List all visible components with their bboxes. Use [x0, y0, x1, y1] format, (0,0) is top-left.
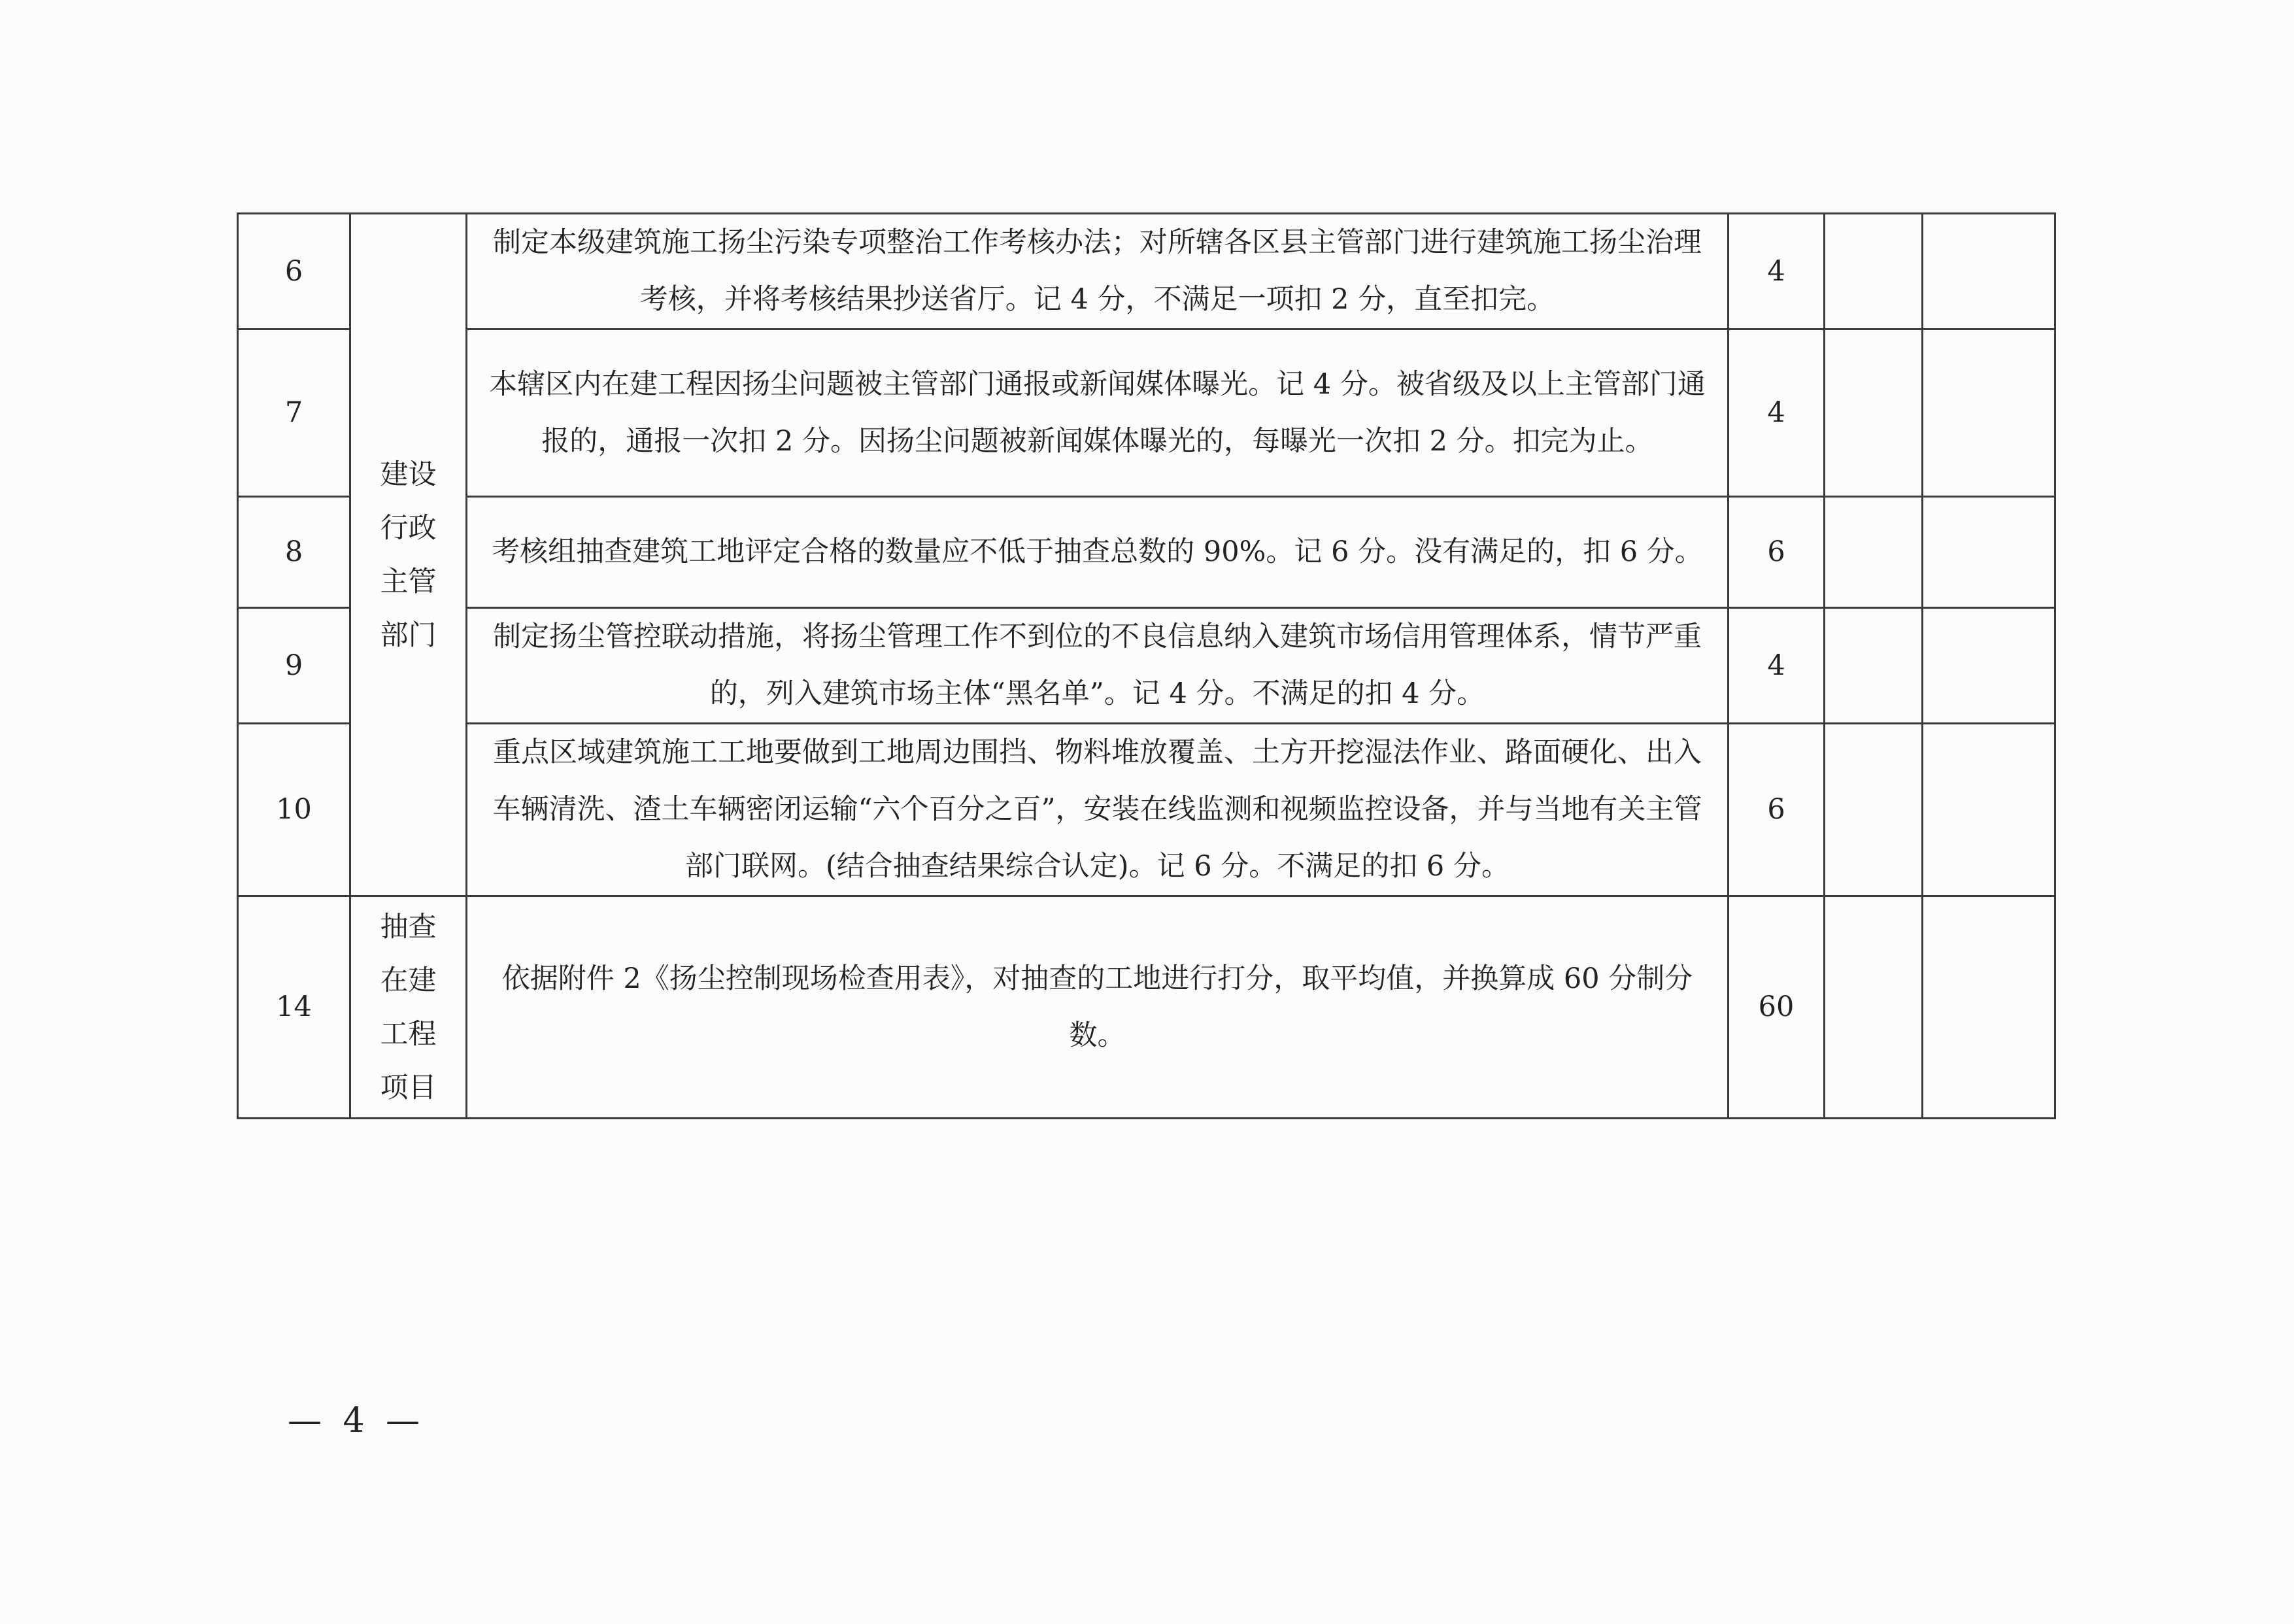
assessment-table — [237, 212, 2056, 1119]
blank-cell — [1825, 896, 1923, 1119]
category-line: 在建 — [380, 964, 437, 997]
blank-cell — [1923, 724, 2055, 896]
category-cell — [350, 896, 467, 1119]
row-number-cell: 8 — [238, 497, 350, 608]
row-number-cell: 10 — [238, 724, 350, 896]
row-number-cell: 14 — [238, 896, 350, 1119]
blank-cell — [1825, 214, 1923, 330]
content-cell: 制定扬尘管控联动措施，将扬尘管理工作不到位的不良信息纳入建筑市场信用管理体系，情节严重的，列入建筑市场主体“黑名单”。记 4 分。不满足的扣 4 分。 — [467, 608, 1729, 724]
score-cell: 4 — [1729, 214, 1825, 330]
content-cell: 考核组抽查建筑工地评定合格的数量应不低于抽查总数的 90%。记 6 分。没有满足的，扣 6 分。 — [467, 497, 1729, 608]
table-row — [238, 497, 2055, 608]
score-cell: 4 — [1729, 330, 1825, 497]
row-number-cell: 9 — [238, 608, 350, 724]
row-number-cell: 7 — [238, 330, 350, 497]
content-cell: 制定本级建筑施工扬尘污染专项整治工作考核办法；对所辖各区县主管部门进行建筑施工扬尘治理考核，并将考核结果抄送省厅。记 4 分，不满足一项扣 2 分，直至扣完。 — [467, 214, 1729, 330]
blank-cell — [1923, 497, 2055, 608]
blank-cell — [1923, 330, 2055, 497]
blank-cell — [1825, 608, 1923, 724]
table-row — [238, 608, 2055, 724]
content-cell: 重点区域建筑施工工地要做到工地周边围挡、物料堆放覆盖、土方开挖湿法作业、路面硬化、出入车辆清洗、渣土车辆密闭运输“六个百分之百”，安装在线监测和视频监控设备，并与当地有关主管部门联网。(结合抽查结果综合认定)。记 6 分。不满足的扣 6 分。 — [467, 724, 1729, 896]
table-row — [238, 896, 2055, 1119]
category-line: 部门 — [380, 618, 437, 652]
blank-cell — [1825, 497, 1923, 608]
page-number: — 4 — — [288, 1401, 426, 1440]
table-row — [238, 330, 2055, 497]
category-line: 行政 — [380, 511, 437, 545]
table-row — [238, 724, 2055, 896]
row-number-cell: 6 — [238, 214, 350, 330]
blank-cell — [1923, 608, 2055, 724]
content-cell: 依据附件 2《扬尘控制现场检查用表》，对抽查的工地进行打分，取平均值，并换算成 60 分制分数。 — [467, 896, 1729, 1119]
category-cell — [350, 214, 467, 896]
category-line: 抽查 — [380, 910, 437, 943]
blank-cell — [1923, 896, 2055, 1119]
score-cell: 60 — [1729, 896, 1825, 1119]
category-line: 建设 — [380, 458, 437, 491]
blank-cell — [1825, 330, 1923, 497]
score-cell: 4 — [1729, 608, 1825, 724]
category-line: 项目 — [380, 1071, 437, 1104]
score-cell: 6 — [1729, 724, 1825, 896]
content-cell: 本辖区内在建工程因扬尘问题被主管部门通报或新闻媒体曝光。记 4 分。被省级及以上主管部门通报的，通报一次扣 2 分。因扬尘问题被新闻媒体曝光的，每曝光一次扣 2 分。扣完为止。 — [467, 330, 1729, 497]
blank-cell — [1825, 724, 1923, 896]
category-line: 工程 — [380, 1017, 437, 1051]
category-line: 主管 — [380, 565, 437, 598]
table-row — [238, 214, 2055, 330]
score-cell: 6 — [1729, 497, 1825, 608]
blank-cell — [1923, 214, 2055, 330]
